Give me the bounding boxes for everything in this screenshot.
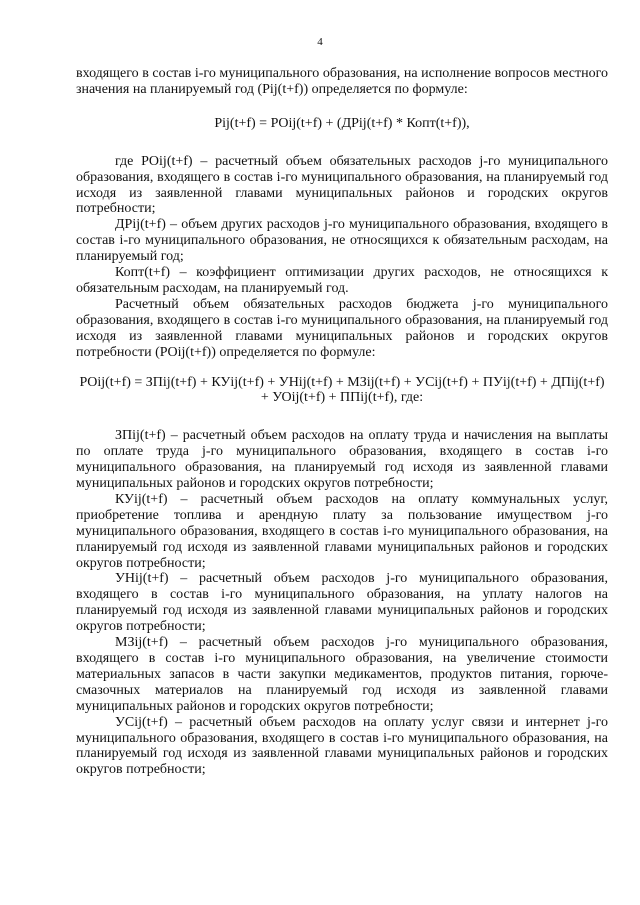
paragraph-definition-usij: УСij(t+f) – расчетный объем расходов на оплату услуг связи и интернет j-го муниципального образования, входящего в состав i-го муниципального образования, на планируемый год исходя из заявленной главами муниципальных районов и городских округов потребности;: [76, 714, 608, 778]
paragraph-definition-mzij: МЗij(t+f) – расчетный объем расходов j-го муниципального образования, входящего в состав i-го муниципального образования, на увеличение стоимости материальных запасов в части закупки медикаментов, продуктов питания, горюче-смазочных материалов на планируемый год исходя из заявленной главами муниципальных районов и городских округов потребности;: [76, 635, 608, 714]
paragraph-definition-dpij: ДPij(t+f) – объем других расходов j-го муниципального образования, входящего в состав i-го муниципального образования, не относящихся к обязательным расходам, на планируемый год;: [76, 217, 608, 265]
page-number: 4: [317, 36, 323, 48]
paragraph-definition-kuij: КУij(t+f) – расчетный объем расходов на оплату коммунальных услуг, приобретение топлива и арендную плату за пользование имуществом j-го муниципального образования, входящего в состав i-го муниципального образования, на планируемый год исходя из заявленной главами муниципальных районов и городских округов потребности;: [76, 491, 608, 571]
document-body: [76, 66, 608, 778]
paragraph-poij-intro: Расчетный объем обязательных расходов бюджета j-го муниципального образования, входящего в состав i-го муниципального образования, на планируемый год исходя из заявленной главами муниципальных районов и городских округов потребности (POij(t+f)) определяется по формуле:: [76, 296, 608, 360]
paragraph-intro-continuation: входящего в состав i-го муниципального образования, на исполнение вопросов местного значения на планируемый год (Pij(t+f)) определяется по формуле:: [76, 66, 608, 97]
formula-pij: Pij(t+f) = POij(t+f) + (ДPij(t+f) * Копт(t+f)),: [214, 115, 470, 131]
formula-poij: POij(t+f) = ЗПij(t+f) + КУij(t+f) + УНij(t+f) + МЗij(t+f) + УСij(t+f) + ПУij(t+f) + ДПij(t+f) + УОij(t+f) + ППij(t+f), где:: [79, 374, 605, 406]
paragraph-definition-kopt: Копт(t+f) – коэффициент оптимизации других расходов, не относящихся к обязательным расходам, на планируемый год.: [76, 265, 608, 296]
paragraph-definition-unij: УНij(t+f) – расчетный объем расходов j-го муниципального образования, входящего в состав i-го муниципального образования, на уплату налогов на планируемый год исходя из заявленной главами муниципальных районов и городских округов потребности;: [76, 571, 608, 635]
paragraph-definition-zpij: ЗПij(t+f) – расчетный объем расходов на оплату труда и начисления на выплаты по оплате труда j-го муниципального образования, входящего в состав i-го муниципального образования, на планируемый год исходя из заявленной главами муниципальных районов и городских округов потребности;: [76, 428, 608, 492]
paragraph-definition-poij: где POij(t+f) – расчетный объем обязательных расходов j-го муниципального образования, входящего в состав i-го муниципального образования, на планируемый год исходя из заявленной главами муниципальных районов и городских округов потребности;: [76, 153, 608, 217]
